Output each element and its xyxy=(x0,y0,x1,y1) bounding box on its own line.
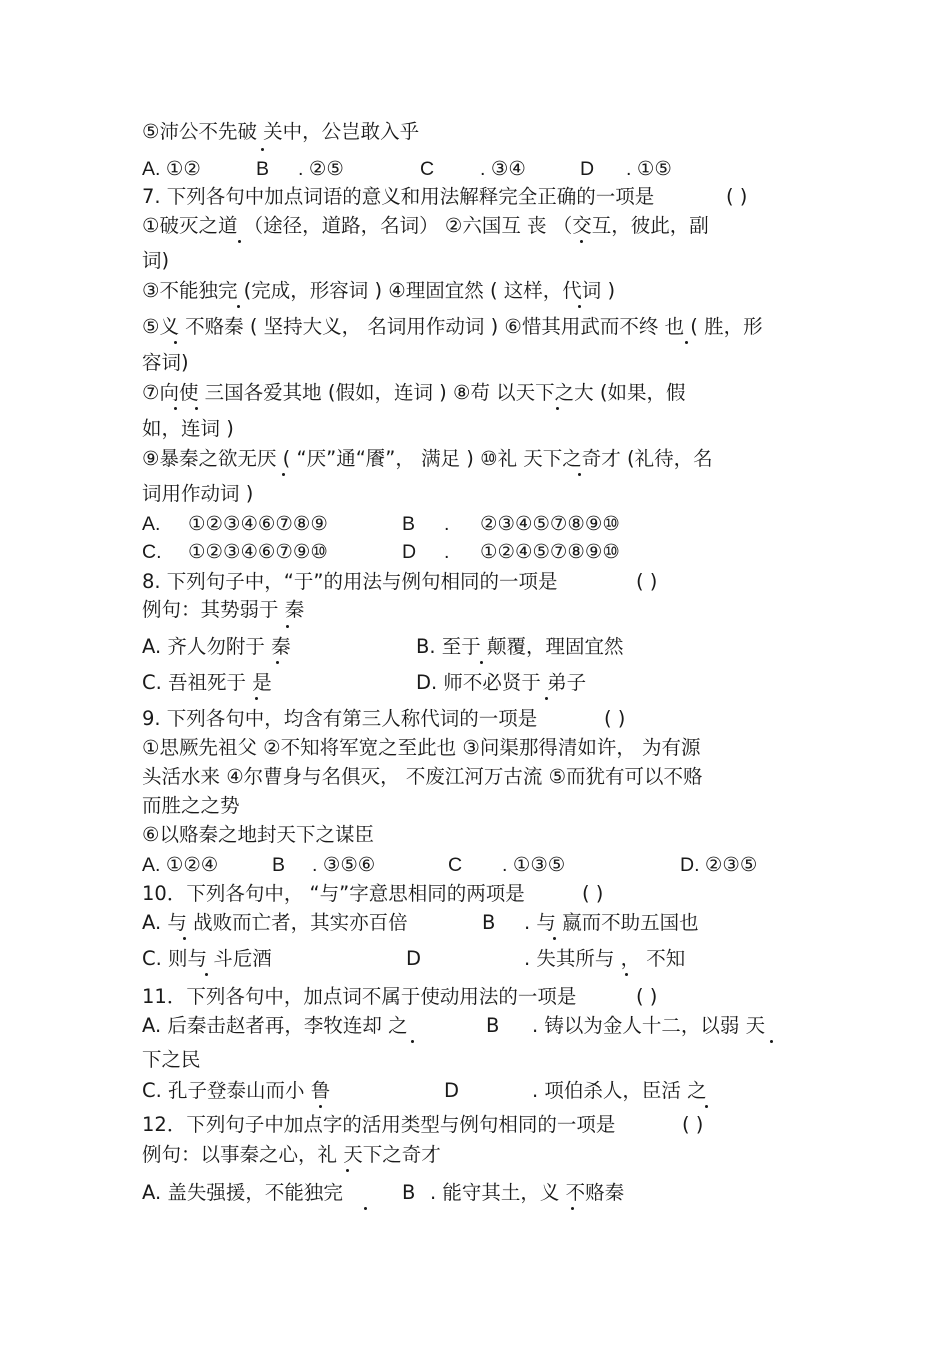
emphasis-dot xyxy=(556,407,559,410)
emphasis-dot xyxy=(255,697,258,700)
option-b-value: . 能守其土，义 不赂秦 xyxy=(430,1181,625,1204)
emphasis-dot xyxy=(553,937,556,940)
option-b-value: . 铸以为金人十二，以弱 天 xyxy=(532,1014,766,1037)
option-a: A. ①②④ xyxy=(142,854,219,876)
option-b-letter: B xyxy=(486,1014,500,1037)
text-line: ③不能独完 (完成，形容词 ) ④理固宜然 ( 这样，代词 ) xyxy=(142,279,616,302)
option-d-value: . 项伯杀人，臣活 之 xyxy=(532,1079,707,1102)
option-d-dot: . xyxy=(444,541,450,563)
emphasis-dot xyxy=(685,341,688,344)
emphasis-dot xyxy=(346,1169,349,1172)
text-line: 如，连词 ) xyxy=(142,417,234,440)
question-title: 11．下列各句中，加点词不属于使动用法的一项是 xyxy=(142,985,577,1008)
option-b-value: . ③⑤⑥ xyxy=(312,854,376,876)
option-a: A. 盖失强援，不能独完 xyxy=(142,1181,343,1204)
emphasis-dot xyxy=(578,305,581,308)
emphasis-dot xyxy=(364,1207,367,1210)
emphasis-dot xyxy=(195,407,198,410)
option-c-letter: C xyxy=(448,854,463,876)
emphasis-dot xyxy=(578,473,581,476)
option-a-value: ①②③④⑥⑦⑧⑨ xyxy=(188,513,328,535)
option-d-letter: D xyxy=(402,541,417,563)
option-d-value: . ①⑤ xyxy=(626,158,672,180)
text-line: 词用作动词 ) xyxy=(142,482,254,505)
text-line: ①思厥先祖父 ②不知将军宽之至此也 ③问渠那得清如许， 为有源 xyxy=(142,736,701,759)
question-title: 9. 下列各句中，均含有第三人称代词的一项是 xyxy=(142,707,538,730)
option-b-letter: B xyxy=(256,158,270,180)
emphasis-dot xyxy=(276,661,279,664)
emphasis-dot xyxy=(174,407,177,410)
text-line: ⑤义 不赂秦 ( 坚持大义， 名词用作动词 ) ⑥惜其用武而不终 也 ( 胜，形 xyxy=(142,315,763,338)
answer-blank: ( ) xyxy=(682,1113,704,1136)
option-b-letter: B xyxy=(482,911,496,934)
answer-blank: ( ) xyxy=(604,707,626,730)
option-a: A. 后秦击赵者再，李牧连却 之 xyxy=(142,1014,408,1037)
option-d-letter: D xyxy=(406,947,422,970)
answer-blank: ( ) xyxy=(726,185,748,208)
text-line: 下之民 xyxy=(142,1048,201,1071)
emphasis-dot xyxy=(625,973,628,976)
option-c: C. 则与 斗卮酒 xyxy=(142,947,272,970)
option-c: C. 孔子登泰山而小 鲁 xyxy=(142,1079,331,1102)
example-sentence: 例句：其势弱于 秦 xyxy=(142,598,305,621)
option-c-value: ①②③④⑥⑦⑨⑩ xyxy=(188,541,328,563)
option-c: C. 吾祖死于 是 xyxy=(142,671,272,694)
option-b-value: . 与 嬴而不助五国也 xyxy=(524,911,699,934)
emphasis-dot xyxy=(545,697,548,700)
option-b-letter: B xyxy=(402,513,416,535)
question-title: 7. 下列各句中加点词语的意义和用法解释完全正确的一项是 xyxy=(142,185,655,208)
emphasis-dot xyxy=(174,341,177,344)
option-a: A. ①② xyxy=(142,158,201,180)
emphasis-dot xyxy=(705,1105,708,1108)
option-b-dot: . xyxy=(444,513,450,535)
option-b: B. 至于 颠覆，理固宜然 xyxy=(416,635,624,658)
emphasis-dot xyxy=(286,625,289,628)
emphasis-dot xyxy=(183,937,186,940)
emphasis-dot xyxy=(411,1040,414,1043)
answer-blank: ( ) xyxy=(582,882,604,905)
option-d-letter: D xyxy=(580,158,595,180)
emphasis-dot xyxy=(480,661,483,664)
text-line: 词) xyxy=(142,249,170,272)
option-d-value: . 失其所与 ， 不知 xyxy=(524,947,686,970)
answer-blank: ( ) xyxy=(636,985,658,1008)
emphasis-dot xyxy=(580,240,583,243)
example-sentence: 例句：以事秦之心，礼 天下之奇才 xyxy=(142,1143,441,1166)
emphasis-dot xyxy=(237,305,240,308)
emphasis-dot xyxy=(770,1040,773,1043)
option-b-letter: B xyxy=(402,1181,416,1204)
emphasis-dot xyxy=(571,1207,574,1210)
option-c-letter: C xyxy=(420,158,435,180)
text-line: 容词) xyxy=(142,351,189,374)
text-line: ⑥以赂秦之地封天下之谋臣 xyxy=(142,823,374,846)
option-b-letter: B xyxy=(272,854,286,876)
emphasis-dot xyxy=(238,240,241,243)
question-title: 12．下列句子中加点字的活用类型与例句相同的一项是 xyxy=(142,1113,616,1136)
text-line: ⑤沛公不先破 关中，公岂敢入乎 xyxy=(142,120,420,143)
emphasis-dot xyxy=(319,1105,322,1108)
emphasis-dot xyxy=(282,473,285,476)
text-line: 而胜之之势 xyxy=(142,794,240,817)
emphasis-dot xyxy=(261,148,264,151)
text-line: 头活水来 ④尔曹身与名俱灭， 不废江河万古流 ⑤而犹有可以不赂 xyxy=(142,765,703,788)
question-title: 8. 下列句子中，“于”的用法与例句相同的一项是 xyxy=(142,570,558,593)
option-c-value: . ③④ xyxy=(480,158,526,180)
text-line: ①破灭之道 （途径，道路，名词） ②六国互 丧 （交互，彼此，副 xyxy=(142,214,709,237)
option-a: A. xyxy=(142,513,161,535)
answer-blank: ( ) xyxy=(636,570,658,593)
option-c-value: . ①③⑤ xyxy=(502,854,566,876)
text-line: ⑦向使 三国各爱其地 (假如，连词 ) ⑧苟 以天下之大 (如果，假 xyxy=(142,381,686,404)
text-line: ⑨暴秦之欲无厌 ( “厌”通“餍”， 满足 ) ⑩礼 天下之奇才 (礼待，名 xyxy=(142,447,713,470)
option-d: D. 师不必贤于 弟子 xyxy=(416,671,587,694)
option-a: A. 与 战败而亡者，其实亦百倍 xyxy=(142,911,408,934)
option-a: A. 齐人勿附于 秦 xyxy=(142,635,291,658)
option-d: D. ②③⑤ xyxy=(680,854,758,876)
option-c: C. xyxy=(142,541,162,563)
option-d-value: ①②④⑤⑦⑧⑨⑩ xyxy=(480,541,620,563)
option-d-letter: D xyxy=(444,1079,460,1102)
question-title: 10．下列各句中， “与”字意思相同的两项是 xyxy=(142,882,525,905)
emphasis-dot xyxy=(205,973,208,976)
option-b-value: ②③④⑤⑦⑧⑨⑩ xyxy=(480,513,620,535)
option-b-value: . ②⑤ xyxy=(298,158,344,180)
